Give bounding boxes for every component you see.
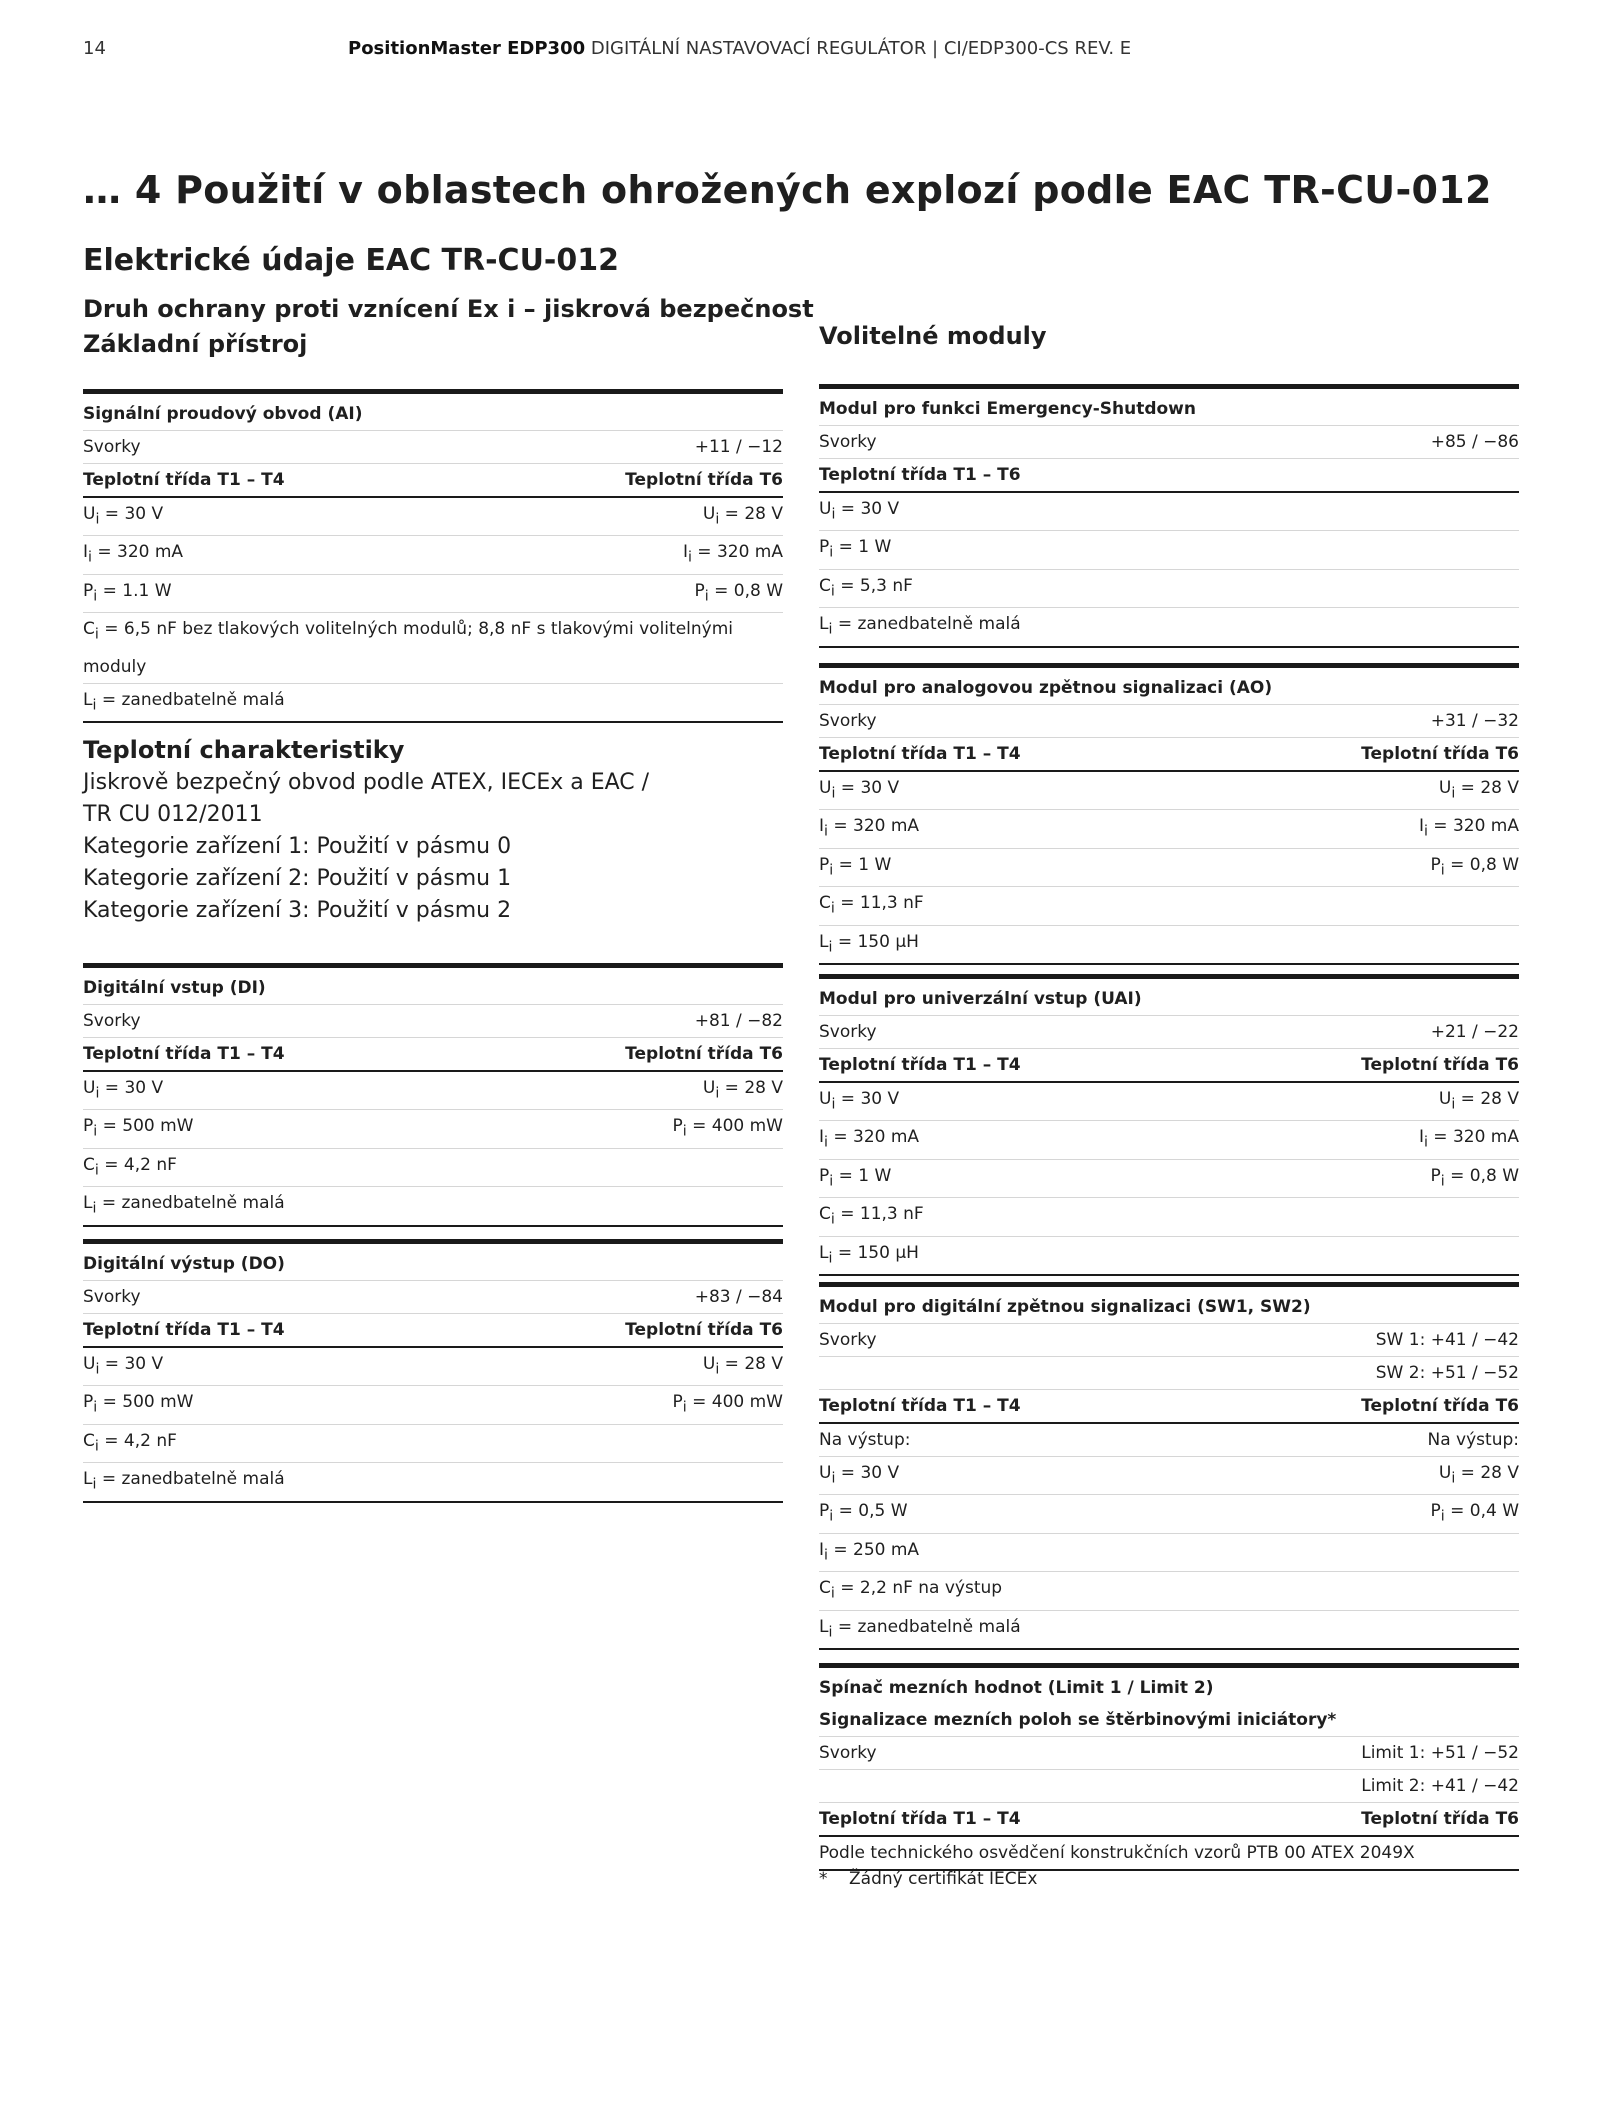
table-row: $P_i = 1$ W $P_i = 0,8$ W xyxy=(819,1160,1519,1198)
table-row: $L_i$ = zanedbatelně malá xyxy=(83,684,783,723)
table-row: Teplotní třída T1 – T4 Teplotní třída T6 xyxy=(819,1803,1519,1837)
table-title: Modul pro digitální zpětnou signalizaci (SW1, SW2) xyxy=(819,1291,1519,1324)
table-row: $C_i = 11,3$ nF xyxy=(819,1198,1519,1236)
table-title: Signální proudový obvod (AI) xyxy=(83,398,783,431)
table-row: Podle technického osvědčení konstrukčních vzorů PTB 00 ATEX 2049X xyxy=(819,1837,1519,1871)
header-title xyxy=(348,38,1131,59)
table-row: $U_i = 30$ V $U_i = 28$ V xyxy=(83,1348,783,1386)
footnote-text: Žádný certifikát IECEx xyxy=(849,1869,1038,1889)
optional-modules-heading: Volitelné moduly xyxy=(819,322,1047,350)
table-row: $C_i = 2,2$ nF na výstup xyxy=(819,1572,1519,1610)
table-row: $I_i = 250$ mA xyxy=(819,1534,1519,1572)
table-row: Teplotní třída T1 – T4 Teplotní třída T6 xyxy=(819,1390,1519,1424)
protection-line: Základní přístroj xyxy=(83,330,308,358)
table-title: Digitální vstup (DI) xyxy=(83,972,783,1005)
table-row: $U_i = 30$ V xyxy=(819,493,1519,531)
table-row: $I_i = 320$ mA $I_i = 320$ mA xyxy=(819,1121,1519,1159)
table-row: $L_i$ = zanedbatelně malá xyxy=(83,1463,783,1502)
product-name: PositionMaster EDP300 xyxy=(348,38,586,59)
table-row: Svorky +81 / −82 xyxy=(83,1005,783,1038)
table-row: $U_i = 30$ V $U_i = 28$ V xyxy=(83,1072,783,1110)
table-row: $C_i = 5,3$ nF xyxy=(819,570,1519,608)
sw-table xyxy=(819,1282,1519,1650)
temp-char-text: Jiskrově bezpečný obvod podle ATEX, IECEx a EAC / TR CU 012/2011 Kategorie zařízení 1: Použití v pásmu 0 Kategorie zařízení 2: Použití v pásmu 1 Kategorie zařízení 3: Použití v pásmu 2 xyxy=(83,770,650,923)
table-row: $I_i = 320$ mA $I_i = 320$ mA xyxy=(819,810,1519,848)
table-row: SW 2: +51 / −52 xyxy=(819,1357,1519,1390)
table-row: Na výstup: Na výstup: xyxy=(819,1424,1519,1457)
table-row: $P_i = 1$ W $P_i = 0,8$ W xyxy=(819,849,1519,887)
table-row: Svorky +31 / −32 xyxy=(819,705,1519,738)
table-title: Modul pro analogovou zpětnou signalizaci (AO) xyxy=(819,672,1519,705)
table-row: $C_i = 4,2$ nF xyxy=(83,1149,783,1187)
uai-table xyxy=(819,974,1519,1276)
ai-table xyxy=(83,389,783,723)
table-row: $I_i = 320$ mA $I_i = 320$ mA xyxy=(83,536,783,574)
table-row: Teplotní třída T1 – T6 xyxy=(819,459,1519,493)
table-title: Modul pro univerzální vstup (UAI) xyxy=(819,983,1519,1016)
table-row: $U_i = 30$ V $U_i = 28$ V xyxy=(83,498,783,536)
table-row: Limit 2: +41 / −42 xyxy=(819,1770,1519,1803)
table-title: Digitální výstup (DO) xyxy=(83,1248,783,1281)
table-row: $C_i = 11,3$ nF xyxy=(819,887,1519,925)
protection-line: Druh ochrany proti vznícení Ex i – jiskrová bezpečnost xyxy=(83,295,814,323)
table-row: $L_i$ = zanedbatelně malá xyxy=(83,1187,783,1226)
table-row: $P_i = 500$ mW $P_i = 400$ mW xyxy=(83,1110,783,1148)
table-row: Teplotní třída T1 – T4 Teplotní třída T6 xyxy=(83,464,783,498)
table-row: Svorky +83 / −84 xyxy=(83,1281,783,1314)
table-row: $L_i = 150$ μH xyxy=(819,926,1519,965)
table-row: Svorky +21 / −22 xyxy=(819,1016,1519,1049)
table-row: Svorky Limit 1: +51 / −52 xyxy=(819,1737,1519,1770)
temp-char-heading: Teplotní charakteristiky xyxy=(83,736,405,764)
table-row: $U_i = 30$ V $U_i = 28$ V xyxy=(819,1083,1519,1121)
ao-table xyxy=(819,663,1519,965)
table-row: $P_i = 1$ W xyxy=(819,531,1519,569)
limit-table xyxy=(819,1663,1519,1871)
page-number: 14 xyxy=(83,38,106,59)
table-row: Svorky SW 1: +41 / −42 xyxy=(819,1324,1519,1357)
table-title: Signalizace mezních poloh se štěrbinovými iniciátory* xyxy=(819,1704,1519,1737)
table-row: $C_i = 4,2$ nF xyxy=(83,1425,783,1463)
section-subtitle: Elektrické údaje EAC TR-CU-012 xyxy=(83,243,620,278)
table-row: Svorky +11 / −12 xyxy=(83,431,783,464)
table-row: $L_i = 150$ μH xyxy=(819,1237,1519,1276)
table-row: $P_i = 500$ mW $P_i = 400$ mW xyxy=(83,1386,783,1424)
table-row: Teplotní třída T1 – T4 Teplotní třída T6 xyxy=(819,1049,1519,1083)
table-row: $C_i = 6,5$ nF bez tlakových volitelných modulů; 8,8 nF s tlakovými volitelnými moduly xyxy=(83,613,783,683)
table-title: Modul pro funkci Emergency-Shutdown xyxy=(819,393,1519,426)
table-row: $P_i = 1.1$ W $P_i = 0,8$ W xyxy=(83,575,783,613)
esd-table xyxy=(819,384,1519,648)
do-table xyxy=(83,1239,783,1503)
table-row: $U_i = 30$ V $U_i = 28$ V xyxy=(819,772,1519,810)
table-row: $P_i = 0,5$ W $P_i = 0,4$ W xyxy=(819,1495,1519,1533)
page-title: … 4 Použití v oblastech ohrožených explozí podle EAC TR-CU-012 xyxy=(83,168,1492,212)
table-row: $U_i = 30$ V $U_i = 28$ V xyxy=(819,1457,1519,1495)
protection-heading xyxy=(83,292,814,362)
di-table xyxy=(83,963,783,1227)
table-row: $L_i$ = zanedbatelně malá xyxy=(819,608,1519,647)
footnote-mark: * xyxy=(819,1869,828,1889)
doc-title: DIGITÁLNÍ NASTAVOVACÍ REGULÁTOR | CI/EDP300-CS REV. E xyxy=(590,38,1132,59)
table-row: Teplotní třída T1 – T4 Teplotní třída T6 xyxy=(83,1314,783,1348)
table-row: Svorky +85 / −86 xyxy=(819,426,1519,459)
table-row: Teplotní třída T1 – T4 Teplotní třída T6 xyxy=(83,1038,783,1072)
table-title: Spínač mezních hodnot (Limit 1 / Limit 2) xyxy=(819,1678,1214,1698)
table-row: Teplotní třída T1 – T4 Teplotní třída T6 xyxy=(819,738,1519,772)
table-row: $L_i$ = zanedbatelně malá xyxy=(819,1611,1519,1650)
footnote xyxy=(819,1869,1037,1889)
